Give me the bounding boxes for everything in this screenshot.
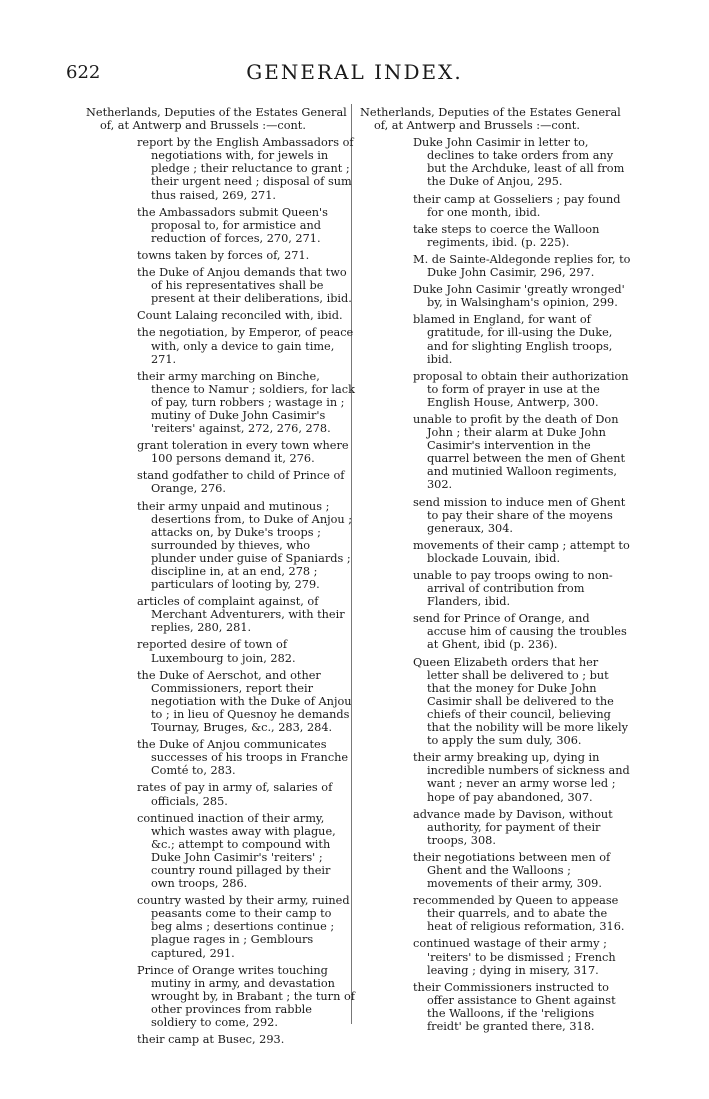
index-entry: reported desire of town of Luxembourg to join, 282. [137, 638, 296, 665]
index-entry: unable to pay troops owing to non-arrival of contribution from Flanders, ibid. [413, 569, 613, 609]
index-entry: unable to profit by the death of Don John ; their alarm at Duke John Casimir's intervention in the quarrel between the men of Ghent and mutinied Walloon regiments, 302. [413, 412, 626, 492]
index-entry: their army marching on Binche, thence to Namur ; soldiers, for lack of pay, turn robbers ; wastage in ; mutiny of Duke John Casimir's 'reiters' against, 272, 276, 278. [137, 369, 355, 436]
index-entry: the Duke of Aerschot, and other Commissioners, report their negotiation with the Duke of Anjou to ; in lieu of Quesnoy he demands Tournay, Bruges, &c., 283, 284. [137, 668, 352, 735]
page-number: 622 [66, 62, 101, 83]
index-entry: Queen Elizabeth orders that her letter shall be delivered to ; but that the money for Duke John Casimir shall be delivered to the chiefs of their council, believing that the nobility will be more likely to apply the sum duly, 306. [413, 655, 628, 748]
index-entry: report by the English Ambassadors of negotiations with, for jewels in pledge ; their reluctance to grant ; their urgent need ; disposal of sum thus raised, 269, 271. [137, 136, 354, 202]
right-column [360, 106, 632, 1037]
index-entry: grant toleration in every town where 100 persons demand it, 276. [137, 439, 349, 466]
index-entry: send mission to induce men of Ghent to pay their share of the moyens generaux, 304. [413, 495, 626, 535]
index-entry: advance made by Davison, without authority, for payment of their troops, 308. [413, 807, 613, 847]
index-entry: continued inaction of their army, which wastes away with plague, &c.; attempt to compound with Duke John Casimir's 'reiters' ; country round pillaged by their own troops, 286. [137, 811, 336, 891]
index-entry: the negotiation, by Emperor, of peace with, only a device to gain time, 271. [137, 326, 354, 366]
index-entry: take steps to coerce the Walloon regiments, ibid. (p. 225). [413, 222, 600, 249]
column-heading: Netherlands, Deputies of the Estates General of, at Antwerp and Brussels :—cont. [360, 106, 621, 133]
index-entry: the Duke of Anjou communicates successes of his troops in Franche Comté to, 283. [137, 738, 349, 778]
page-title: GENERAL INDEX. [246, 60, 463, 84]
index-entry: stand godfather to child of Prince of Orange, 276. [137, 469, 345, 496]
index-entry: articles of complaint against, of Merchant Adventurers, with their replies, 280, 281. [137, 595, 345, 635]
index-entry: Prince of Orange writes touching mutiny in army, and devastation wrought by, in Brabant ; the turn of other provinces from rabble soldiery to come, 292. [137, 963, 355, 1029]
index-entry: Count Lalaing reconciled with, ibid. [137, 309, 343, 323]
index-entry: their camp at Busec, 293. [137, 1033, 285, 1047]
index-entry: recommended by Queen to appease their quarrels, and to abate the heat of religious reformation, 316. [413, 894, 625, 934]
index-entry: Duke John Casimir 'greatly wronged' by, in Walsingham's opinion, 299. [413, 283, 625, 310]
index-entry: the Duke of Anjou demands that two of his representatives shall be present at their deliberations, ibid. [137, 266, 352, 306]
index-entry: their camp at Gosseliers ; pay found for one month, ibid. [413, 192, 621, 219]
index-entry: their army breaking up, dying in incredible numbers of sickness and want ; never an army worse led ; hope of pay abandoned, 307. [413, 751, 630, 804]
index-entry: rates of pay in army of, salaries of officials, 285. [137, 781, 333, 808]
index-entry: their Commissioners instructed to offer assistance to Ghent against the Walloons, if the 'religions freidt' be granted there, 318. [413, 980, 616, 1033]
index-entry: M. de Sainte-Aldegonde replies for, to Duke John Casimir, 296, 297. [413, 252, 631, 280]
index-entry: the Ambassadors submit Queen's proposal to, for armistice and reduction of forces, 270, 271. [137, 205, 328, 245]
entry-list [360, 136, 632, 1033]
index-entry: proposal to obtain their authorization to form of prayer in use at the English House, Antwerp, 300. [413, 369, 629, 409]
column-heading: Netherlands, Deputies of the Estates General of, at Antwerp and Brussels :—cont. [86, 106, 347, 133]
index-entry: Duke John Casimir in letter to, declines to take orders from any but the Archduke, least of all from the Duke of Anjou, 295. [413, 136, 625, 189]
index-entry: send for Prince of Orange, and accuse him of causing the troubles at Ghent, ibid (p. 236). [413, 612, 627, 652]
entry-list [86, 136, 356, 1046]
index-entry: their negotiations between men of Ghent and the Walloons ; movements of their army, 309. [413, 850, 611, 891]
left-column [86, 106, 356, 1050]
index-entry: country wasted by their army, ruined peasants come to their camp to beg alms ; desertions continue ; plague rages in ; Gemblours captured, 291. [137, 894, 350, 960]
index-entry: blamed in England, for want of gratitude, for ill-using the Duke, and for slighting English troops, ibid. [413, 313, 613, 366]
index-entry: continued wastage of their army ; 'reiters' to be dismissed ; French leaving ; dying in misery, 317. [413, 937, 616, 977]
index-entry: their army unpaid and mutinous ; desertions from, to Duke of Anjou ; attacks on, by Duke's troops ; surrounded by thieves, who plunder under guise of Spaniards ; discipline in, at an end, 278 ; particulars of looting by, 279. [137, 499, 353, 592]
index-entry: towns taken by forces of, 271. [137, 248, 310, 262]
index-entry: movements of their camp ; attempt to blockade Louvain, ibid. [413, 538, 630, 565]
